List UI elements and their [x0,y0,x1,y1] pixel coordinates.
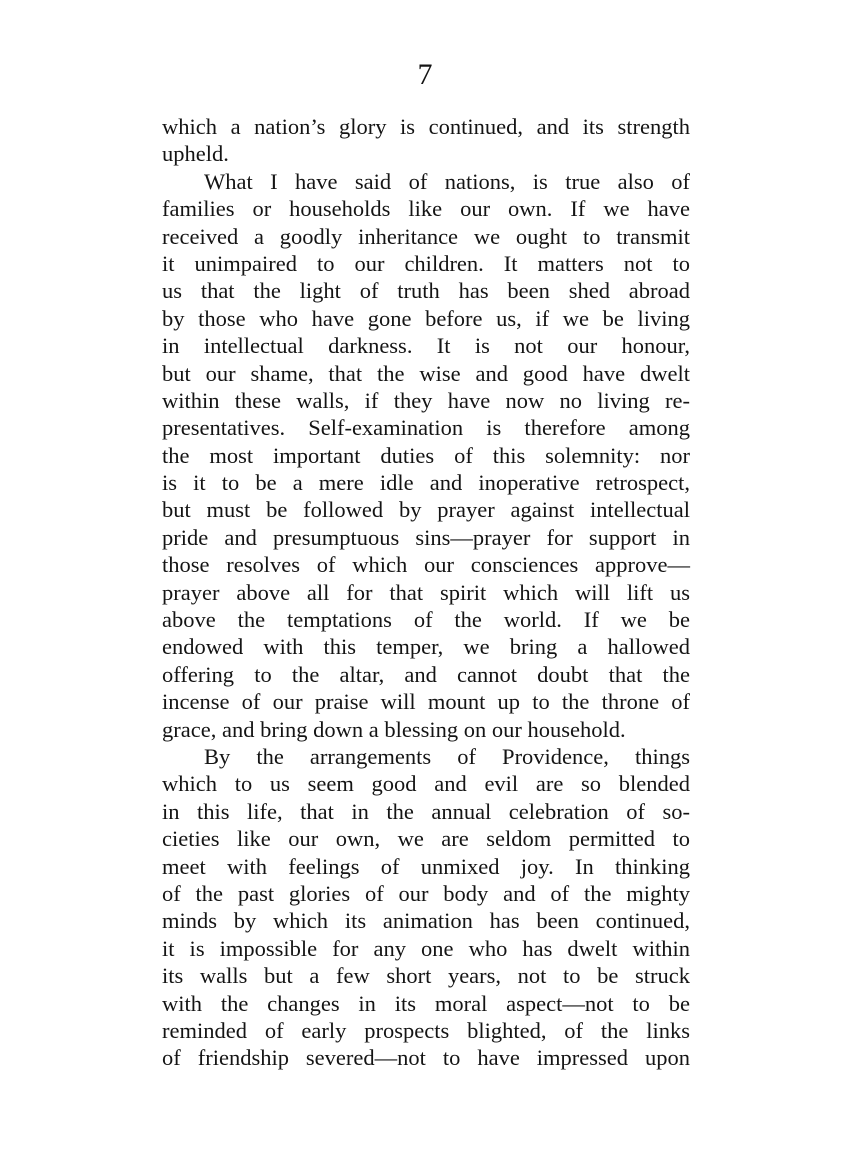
text-line: by those who have gone before us, if we be living [162,305,690,331]
text-line: By the arrangements of Providence, things [204,743,690,769]
text-line: it is impossible for any one who has dwelt within [162,935,690,961]
text-line: grace, and bring down a blessing on our household. [162,716,626,742]
text-line: us that the light of truth has been shed abroad [162,278,690,304]
text-line: What I have said of nations, is true also of [204,168,690,194]
text-line: is it to be a mere idle and inoperative retrospect, [162,470,690,496]
text-line: but our shame, that the wise and good have dwelt [162,360,690,386]
text-line: above the temptations of the world. If we be [162,607,690,633]
text-line: in intellectual darkness. It is not our honour, [162,333,690,359]
text-line: those resolves of which our consciences approve— [162,552,690,578]
text-line: within these walls, if they have now no living re- [162,387,690,413]
text-line: upheld. [162,141,229,167]
text-line: of the past glories of our body and of the mighty [162,880,690,906]
text-line: meet with feelings of unmixed joy. In thinking [162,853,690,879]
text-line: with the changes in its moral aspect—not to be [162,990,690,1016]
text-line: presentatives. Self-examination is therefore among [162,415,690,441]
text-line: incense of our praise will mount up to the throne of [162,689,690,715]
text-line: minds by which its animation has been continued, [162,908,690,934]
text-line: it unimpaired to our children. It matters not to [162,250,690,276]
text-line: which to us seem good and evil are so blended [162,771,690,797]
text-line: received a goodly inheritance we ought to transmit [162,223,690,249]
text-line: which a nation’s glory is continued, and its strength [162,114,690,139]
text-line: reminded of early prospects blighted, of the links [162,1017,690,1043]
text-line: offering to the altar, and cannot doubt that the [162,661,690,687]
text-line: the most important duties of this solemnity: nor [162,442,690,468]
body-text [162,113,690,1072]
text-line: pride and presumptuous sins—prayer for support in [162,524,690,550]
text-line: its walls but a few short years, not to be struck [162,963,690,989]
page-number: 7 [417,58,433,91]
text-line: families or households like our own. If we have [162,196,690,222]
text-line: in this life, that in the annual celebration of so- [162,798,690,824]
text-line: cieties like our own, we are seldom permitted to [162,826,690,852]
text-line: prayer above all for that spirit which will lift us [162,579,690,605]
text-line: endowed with this temper, we bring a hallowed [162,634,690,660]
text-line: of friendship severed—not to have impressed upon [162,1045,690,1071]
text-line: but must be followed by prayer against intellectual [162,497,690,523]
